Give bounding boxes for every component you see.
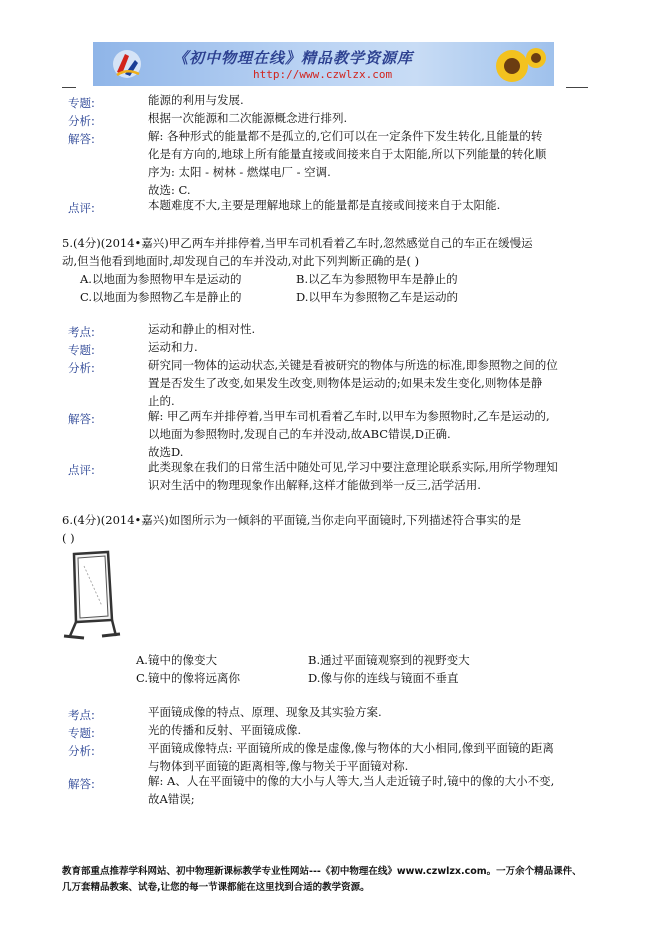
q5-answer-line: 故选D. <box>148 445 184 459</box>
footer-line: 教育部重点推荐学科网站、初中物理新课标教学专业性网站---《初中物理在线》www.czwlzx.com。一万余个精品课件、 <box>62 866 582 877</box>
q5-comment-line: 识对生活中的物理现象作出解释,这样才能做到举一反三,活学活用. <box>148 478 481 492</box>
tilted-mirror-figure <box>62 550 122 642</box>
sunflower-icon <box>492 44 548 84</box>
header-rule-left <box>62 87 76 88</box>
q5-stem-line: 5.(4分)(2014•嘉兴)甲乙两车并排停着,当甲车司机看着乙车时,忽然感觉自己的车正在缓慢运 <box>62 236 533 250</box>
header-banner <box>93 42 554 86</box>
q5-analysis-line: 研究同一物体的运动状态,关键是看被研究的物体与所选的标准,即参照物之间的位 <box>148 358 558 372</box>
q5-option-a: A.以地面为参照物甲车是运动的 <box>80 272 242 286</box>
q6-analysis-label: 分析: <box>68 744 95 758</box>
q6-option-b: B.通过平面镜观察到的视野变大 <box>308 653 470 667</box>
q5-analysis-label: 分析: <box>68 361 95 375</box>
q5-topic-label: 专题: <box>68 343 95 357</box>
block1-analysis: 根据一次能源和二次能源概念进行排列. <box>148 111 348 125</box>
q6-point: 平面镜成像的特点、原理、现象及其实验方案. <box>148 705 382 719</box>
block1-answer-line: 化是有方向的,地球上所有能量直接或间接来自于太阳能,所以下列能量的转化顺 <box>148 147 547 161</box>
q6-point-label: 考点: <box>68 708 95 722</box>
q5-option-c: C.以地面为参照物乙车是静止的 <box>80 290 242 304</box>
q6-answer-line: 故A错误; <box>148 792 195 806</box>
block1-answer-line: 序为: 太阳 - 树林 - 燃煤电厂 - 空调. <box>148 165 331 179</box>
q5-comment-line: 此类现象在我们的日常生活中随处可见,学习中要注意理论联系实际,用所学物理知 <box>148 460 558 474</box>
q5-point-label: 考点: <box>68 325 95 339</box>
block1-analysis-label: 分析: <box>68 114 95 128</box>
q6-stem-line: ( ) <box>62 531 75 545</box>
block1-answer-line: 故选: C. <box>148 183 191 197</box>
q5-comment-label: 点评: <box>68 463 95 477</box>
block1-comment-label: 点评: <box>68 201 95 215</box>
q5-point: 运动和静止的相对性. <box>148 322 256 336</box>
q5-option-b: B.以乙车为参照物甲车是静止的 <box>296 272 458 286</box>
footer-line: 几万套精品教案、试卷,让您的每一节课都能在这里找到合适的教学资源。 <box>62 882 370 893</box>
q5-option-d: D.以甲车为参照物乙车是运动的 <box>296 290 458 304</box>
site-logo-icon <box>111 48 143 80</box>
banner-title: 《初中物理在线》精品教学资源库 <box>173 49 414 67</box>
q5-analysis-line: 止的. <box>148 394 175 408</box>
q5-topic: 运动和力. <box>148 340 198 354</box>
q6-topic-label: 专题: <box>68 726 95 740</box>
q6-topic: 光的传播和反射、平面镜成像. <box>148 723 302 737</box>
q6-option-c: C.镜中的像将远离你 <box>136 671 241 685</box>
q5-analysis-line: 置是否发生了改变,如果发生改变,则物体是运动的;如果未发生变化,则物体是静 <box>148 376 543 390</box>
banner-url: http://www.czwlzx.com <box>253 68 393 81</box>
q5-answer-line: 解: 甲乙两车并排停着,当甲车司机看着乙车时,以甲车为参照物时,乙车是运动的, <box>148 409 550 423</box>
q6-option-a: A.镜中的像变大 <box>136 653 217 667</box>
header-rule-right <box>566 87 588 88</box>
q5-answer-line: 以地面为参照物时,发现自己的车并没动,故ABC错误,D正确. <box>148 427 451 441</box>
block1-comment: 本题难度不大,主要是理解地球上的能量都是直接或间接来自于太阳能. <box>148 198 501 212</box>
q6-stem-line: 6.(4分)(2014•嘉兴)如图所示为一倾斜的平面镜,当你走向平面镜时,下列描述符合事实的是 <box>62 513 522 527</box>
q6-answer-label: 解答: <box>68 777 95 791</box>
block1-topic: 能源的利用与发展. <box>148 93 244 107</box>
block1-answer-line: 解: 各种形式的能量都不是孤立的,它们可以在一定条件下发生转化,且能量的转 <box>148 129 543 143</box>
q6-answer-line: 解: A、人在平面镜中的像的大小与人等大,当人走近镜子时,镜中的像的大小不变, <box>148 774 555 788</box>
q6-analysis-line: 与物体到平面镜的距离相等,像与物关于平面镜对称. <box>148 759 409 773</box>
q6-analysis-line: 平面镜成像特点: 平面镜所成的像是虚像,像与物体的大小相同,像到平面镜的距离 <box>148 741 554 755</box>
q5-answer-label: 解答: <box>68 412 95 426</box>
q5-stem-line: 动,但当他看到地面时,却发现自己的车并没动,对此下列判断正确的是( ) <box>62 254 420 268</box>
block1-topic-label: 专题: <box>68 96 95 110</box>
block1-answer-label: 解答: <box>68 132 95 146</box>
q6-option-d: D.像与你的连线与镜面不垂直 <box>308 671 459 685</box>
